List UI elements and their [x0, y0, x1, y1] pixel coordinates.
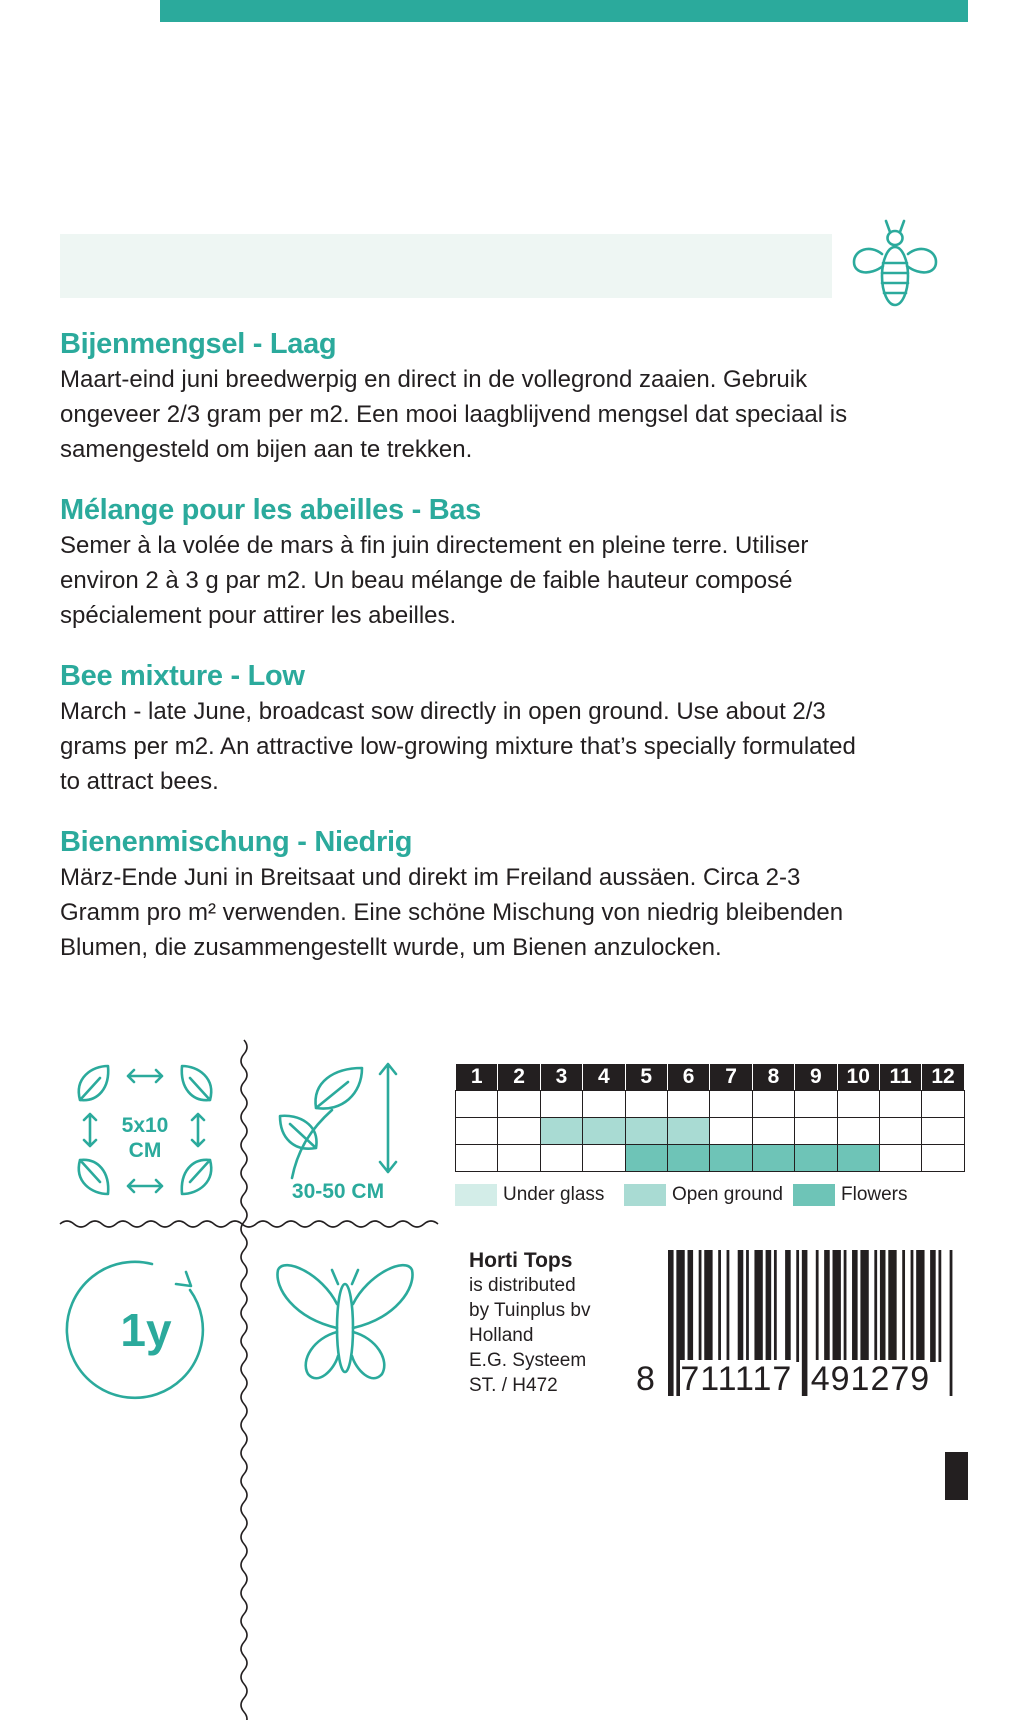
calendar-cell — [540, 1118, 582, 1145]
section-line: ongeveer 2/3 gram per m2. Een mooi laagblijvend mengsel dat speciaal is — [60, 401, 848, 428]
section-line: Maart-eind juni breedwerpig en direct in de vollegrond zaaien. Gebruik — [60, 366, 808, 393]
calendar-cell — [795, 1118, 837, 1145]
calendar-cell — [498, 1118, 540, 1145]
calendar-row-open-ground — [456, 1118, 965, 1145]
calendar-cell — [540, 1145, 582, 1172]
calendar-cell — [456, 1091, 498, 1118]
calendar-cell — [456, 1118, 498, 1145]
calendar-cell — [879, 1145, 921, 1172]
barcode-bar — [860, 1250, 868, 1362]
calendar-cell — [667, 1091, 709, 1118]
calendar-cell — [837, 1091, 879, 1118]
calendar-row-flowers — [456, 1145, 965, 1172]
wavy-divider-horizontal — [60, 1216, 432, 1232]
barcode-bar — [852, 1250, 858, 1362]
calendar-row-under-glass — [456, 1091, 965, 1118]
month-label: 9 — [795, 1064, 837, 1091]
month-label: 6 — [667, 1064, 709, 1091]
section-line: to attract bees. — [60, 768, 219, 795]
section-line: samengesteld om bijen aan te trekken. — [60, 436, 473, 463]
legend-swatch — [624, 1184, 666, 1206]
barcode-bar — [824, 1250, 830, 1362]
month-label: 8 — [752, 1064, 794, 1091]
section-line: environ 2 à 3 g par m2. Un beau mélange de faible hauteur composé — [60, 567, 793, 594]
arrow-icon — [380, 1064, 396, 1172]
calendar-cell — [795, 1091, 837, 1118]
section-line: März-Ende Juni in Breitsaat und direkt im Freiland aussäen. Circa 2-3 — [60, 864, 801, 891]
distributor-line: E.G. Systeem — [469, 1350, 587, 1371]
legend-label: Flowers — [841, 1184, 908, 1205]
section-en — [60, 658, 968, 799]
calendar-cell — [837, 1118, 879, 1145]
calendar-cell — [667, 1118, 709, 1145]
calendar-cell — [795, 1145, 837, 1172]
calendar-cell — [625, 1091, 667, 1118]
section-line: Semer à la volée de mars à fin juin directement en pleine terre. Utiliser — [60, 532, 809, 559]
arrow-icon — [128, 1180, 162, 1192]
calendar-cell — [667, 1145, 709, 1172]
section-title: Bienenmischung - Niedrig — [60, 826, 413, 858]
calendar-header — [456, 1064, 965, 1091]
section-line: grams per m2. An attractive low-growing mixture that’s specially formulated — [60, 733, 856, 760]
height-icon — [276, 1058, 406, 1178]
section-title: Bee mixture - Low — [60, 660, 305, 692]
barcode-bar — [950, 1250, 953, 1396]
calendar-cell — [498, 1091, 540, 1118]
month-label: 11 — [879, 1064, 921, 1091]
barcode-bar — [754, 1250, 762, 1362]
calendar-cell — [583, 1145, 625, 1172]
calendar-cell — [583, 1091, 625, 1118]
calendar-cell — [710, 1091, 752, 1118]
section-fr — [60, 492, 968, 633]
calendar-cell — [710, 1118, 752, 1145]
barcode-bar — [727, 1250, 730, 1362]
distributor-line: ST. / H472 — [469, 1375, 558, 1396]
calendar-cell — [540, 1091, 582, 1118]
legend-flowers — [793, 1182, 908, 1208]
month-label: 10 — [837, 1064, 879, 1091]
legend-swatch — [793, 1184, 835, 1206]
month-label: 3 — [540, 1064, 582, 1091]
distributor-info — [469, 1248, 590, 1398]
calendar-cell — [456, 1145, 498, 1172]
barcode-bar — [874, 1250, 877, 1362]
calendar-cell — [752, 1091, 794, 1118]
barcode-digits-group1: 711117 — [680, 1360, 793, 1398]
calendar-cell — [879, 1091, 921, 1118]
barcode-number — [636, 1360, 930, 1399]
barcode-digits-group2: 491279 — [810, 1360, 931, 1398]
calendar-cell — [922, 1145, 964, 1172]
brand-name: Horti Tops — [469, 1249, 573, 1272]
barcode-bar — [738, 1250, 744, 1362]
barcode-bar — [704, 1250, 712, 1362]
barcode-bar — [930, 1250, 936, 1362]
barcode-bar — [938, 1250, 941, 1362]
section-line: Blumen, die zusammengestellt wurde, um Bienen anzulocken. — [60, 934, 722, 961]
legend-under-glass — [455, 1182, 604, 1208]
calendar-cell — [583, 1118, 625, 1145]
month-label: 7 — [710, 1064, 752, 1091]
month-label: 2 — [498, 1064, 540, 1091]
barcode-bar — [688, 1250, 694, 1362]
barcode-bar — [880, 1250, 886, 1362]
barcode-bar — [718, 1250, 721, 1362]
barcode-digit-first: 8 — [636, 1360, 656, 1398]
barcode-bar — [746, 1250, 749, 1362]
sowing-calendar — [455, 1063, 965, 1172]
barcode-bar — [916, 1250, 924, 1362]
wavy-divider-vertical — [236, 1040, 252, 1720]
section-de — [60, 824, 968, 965]
distributor-line: by Tuinplus bv — [469, 1300, 591, 1321]
calendar-cell — [625, 1145, 667, 1172]
arrow-icon — [192, 1114, 204, 1146]
top-accent-bar — [160, 0, 968, 22]
section-nl — [60, 326, 968, 467]
barcode-bar — [911, 1250, 914, 1362]
legend-label: Open ground — [672, 1184, 783, 1205]
calendar-cell — [752, 1145, 794, 1172]
spacing-unit: CM — [128, 1139, 162, 1162]
calendar-cell — [922, 1091, 964, 1118]
legend-swatch — [455, 1184, 497, 1206]
section-title: Mélange pour les abeilles - Bas — [60, 494, 482, 526]
barcode-bar — [796, 1250, 799, 1362]
section-title: Bijenmengsel - Laag — [60, 328, 337, 360]
month-label: 5 — [625, 1064, 667, 1091]
barcode-bar — [844, 1250, 847, 1362]
calendar-cell — [710, 1145, 752, 1172]
month-label: 12 — [922, 1064, 964, 1091]
section-line: Gramm pro m² verwenden. Eine schöne Mischung von niedrig bleibenden — [60, 899, 844, 926]
month-label: 1 — [456, 1064, 498, 1091]
distributor-line: is distributed — [469, 1275, 576, 1296]
barcode-bar — [902, 1250, 905, 1362]
leaf-icon — [182, 1066, 211, 1100]
leaf-icon — [79, 1160, 108, 1194]
leaf-icon — [79, 1066, 108, 1100]
barcode-bar — [785, 1250, 791, 1362]
section-line: spécialement pour attirer les abeilles. — [60, 602, 457, 629]
butterfly-icon — [270, 1252, 420, 1392]
barcode-bar — [766, 1250, 772, 1362]
registration-mark — [945, 1452, 968, 1500]
leaf-icon — [316, 1068, 362, 1109]
barcode-bar — [833, 1250, 841, 1362]
barcode-bar — [774, 1250, 777, 1362]
spacing-value: 5x10 — [121, 1114, 169, 1137]
header-band — [60, 234, 832, 298]
barcode-bar — [888, 1250, 896, 1362]
calendar-cell — [922, 1118, 964, 1145]
calendar-cell — [879, 1118, 921, 1145]
leaf-icon — [182, 1160, 211, 1194]
arrow-icon — [128, 1070, 162, 1082]
lifecycle-label: 1y — [120, 1304, 172, 1356]
calendar-cell — [752, 1118, 794, 1145]
height-label: 30-50 CM — [291, 1180, 385, 1203]
month-label: 4 — [583, 1064, 625, 1091]
bee-icon — [848, 218, 942, 310]
legend-open-ground — [624, 1182, 783, 1208]
spacing-label — [105, 1113, 185, 1163]
calendar-cell — [837, 1145, 879, 1172]
calendar-cell — [498, 1145, 540, 1172]
calendar-cell — [625, 1118, 667, 1145]
legend-label: Under glass — [503, 1184, 605, 1205]
section-line: March - late June, broadcast sow directly in open ground. Use about 2/3 — [60, 698, 826, 725]
distributor-line: Holland — [469, 1325, 534, 1346]
arrow-icon — [84, 1114, 96, 1146]
barcode-bar — [699, 1250, 702, 1362]
